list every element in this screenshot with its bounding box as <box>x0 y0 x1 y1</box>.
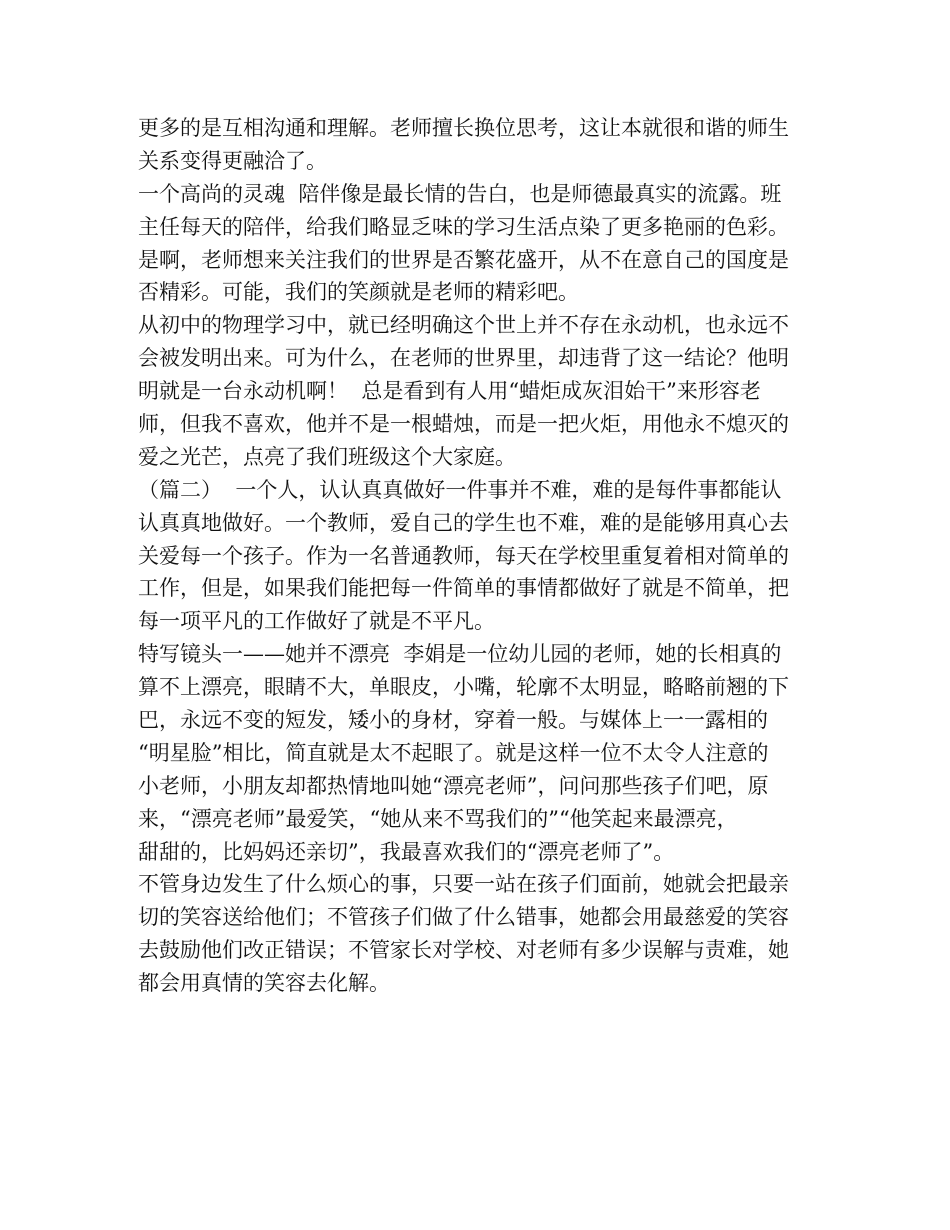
text-line: 切的笑容送给他们；不管孩子们做了什么错事，她都会用最慈爱的笑容 <box>138 905 789 930</box>
text-line: 工作，但是，如果我们能把每一件简单的事情都做好了就是不简单，把 <box>138 576 789 601</box>
text-line: 去鼓励他们改正错误；不管家长对学校、对老师有多少误解与责难，她 <box>138 938 789 963</box>
text-line: 关爱每一个孩子。作为一名普通教师，每天在学校里重复着相对简单的 <box>138 543 789 568</box>
text-line: 小老师，小朋友却都热情地叫她“漂亮老师”，问问那些孩子们吧，原 <box>138 773 769 798</box>
text-line: 否精彩。可能，我们的笑颜就是老师的精彩吧。 <box>138 280 579 305</box>
text-line: 会被发明出来。可为什么，在老师的世界里，却违背了这一结论？他明 <box>138 346 789 371</box>
text-line: 来，“漂亮老师”最爱笑，“她从来不骂我们的”“他笑起来最漂亮， <box>138 806 738 831</box>
text-line: 特写镜头一——她并不漂亮 李娟是一位幼儿园的老师，她的长相真的 <box>138 642 782 667</box>
text-line: 关系变得更融洽了。 <box>138 148 327 173</box>
text-line: 是啊，老师想来关注我们的世界是否繁花盛开，从不在意自己的国度是 <box>138 247 789 272</box>
text-line: 甜甜的，比妈妈还亲切”，我最喜欢我们的“漂亮老师了”。 <box>138 839 675 864</box>
text-line: “明星脸”相比，简直就是太不起眼了。就是这样一位不太令人注意的 <box>138 740 769 765</box>
text-line: 都会用真情的笑容去化解。 <box>138 971 390 996</box>
text-line: 一个高尚的灵魂 陪伴像是最长情的告白，也是师德最真实的流露。班 <box>138 181 782 206</box>
text-line: 明就是一台永动机啊！ 总是看到有人用“蜡炬成灰泪始干”来形容老 <box>138 379 761 404</box>
document-body <box>138 112 818 1000</box>
text-line: 不管身边发生了什么烦心的事，只要一站在孩子们面前，她就会把最亲 <box>138 872 789 897</box>
text-line: 从初中的物理学习中，就已经明确这个世上并不存在永动机，也永远不 <box>138 313 789 338</box>
text-line: 算不上漂亮，眼睛不大，单眼皮，小嘴，轮廓不太明显，略略前翘的下 <box>138 675 789 700</box>
text-line: 每一项平凡的工作做好了就是不平凡。 <box>138 609 495 634</box>
text-line: 主任每天的陪伴，给我们略显乏味的学习生活点染了更多艳丽的色彩。 <box>138 214 789 239</box>
text-line: 爱之光芒，点亮了我们班级这个大家庭。 <box>138 444 516 469</box>
text-line: （篇二） 一个人，认认真真做好一件事并不难，难的是每件事都能认 <box>138 477 782 502</box>
text-line: 更多的是互相沟通和理解。老师擅长换位思考，这让本就很和谐的师生 <box>138 116 789 140</box>
text-line: 师，但我不喜欢，他并不是一根蜡烛，而是一把火炬，用他永不熄灭的 <box>138 412 789 437</box>
text-line: 巴，永远不变的短发，矮小的身材，穿着一般。与媒体上一一露相的 <box>138 708 768 733</box>
text-line: 认真真地做好。一个教师，爱自己的学生也不难，难的是能够用真心去 <box>138 510 789 535</box>
